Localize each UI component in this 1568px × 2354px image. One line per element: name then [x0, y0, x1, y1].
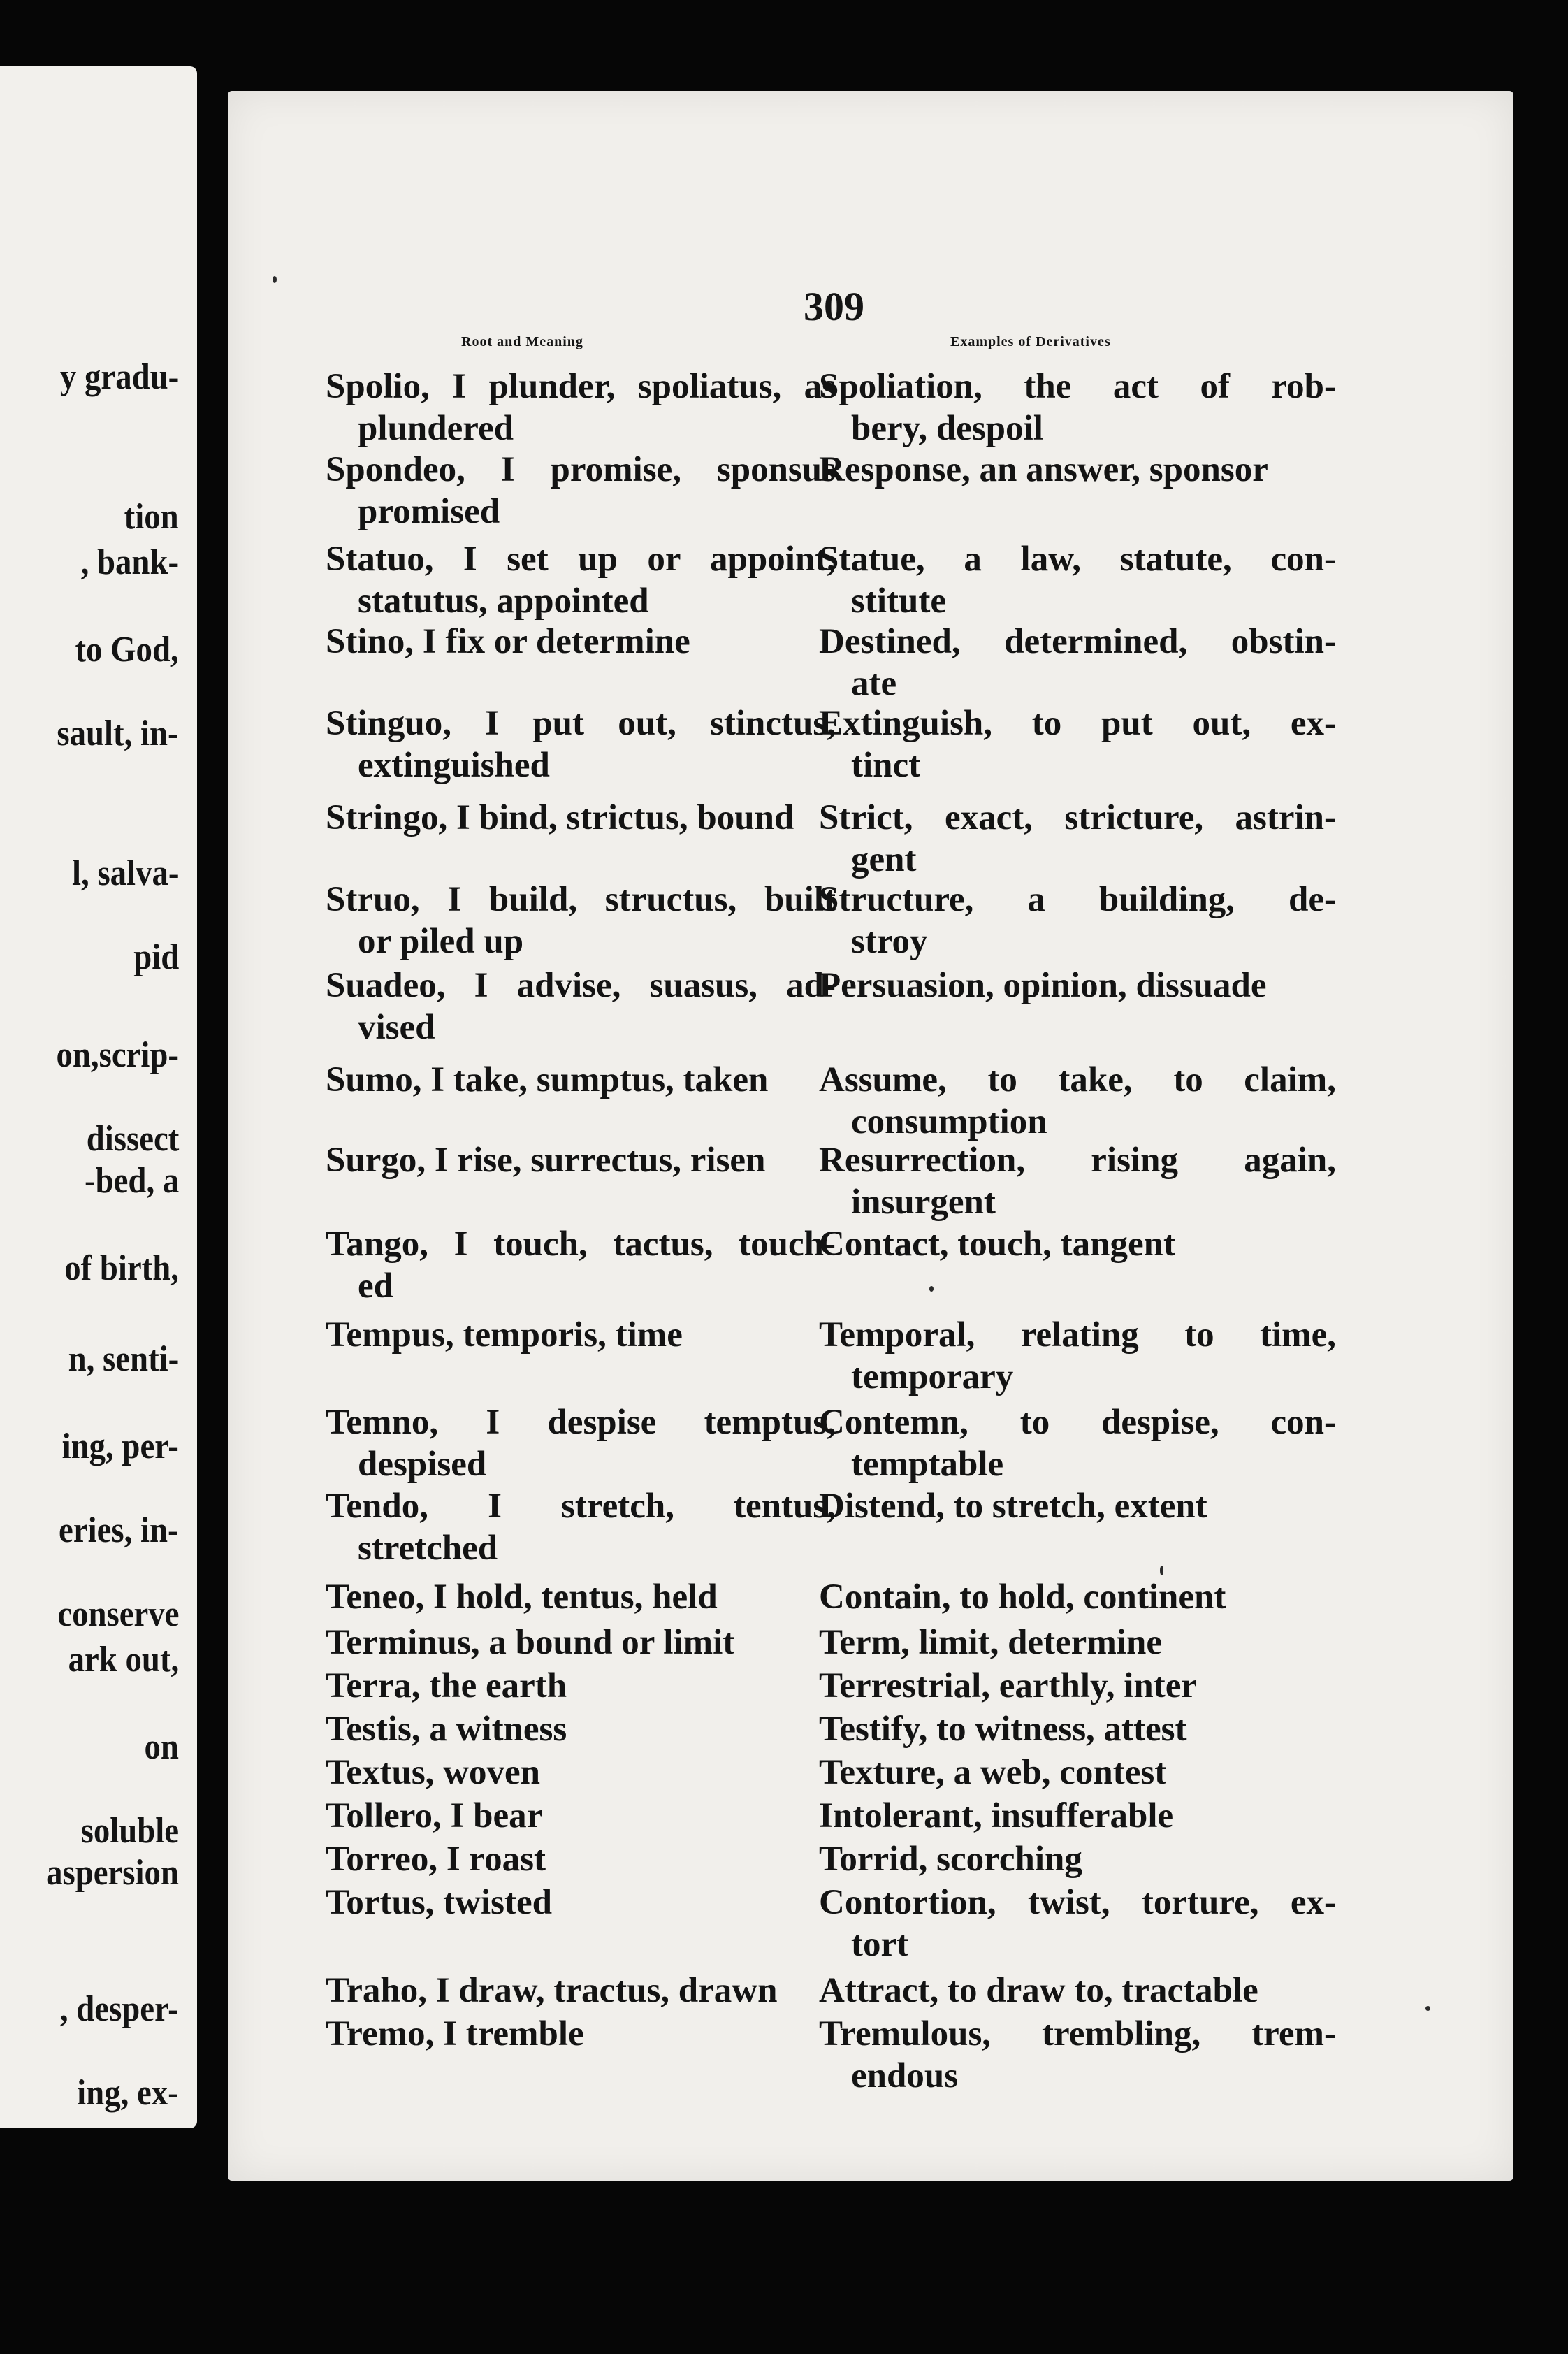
derivative-examples	[819, 1314, 1336, 1398]
deriv-line: Contact, touch, tangent	[819, 1225, 1175, 1264]
prev-line: ing, per-	[61, 1427, 179, 1466]
derivative-examples	[819, 1708, 1336, 1750]
deriv-line: tort	[851, 1925, 909, 1964]
derivative-examples	[819, 1752, 1336, 1793]
deriv-line: Response, an answer, sponsor	[819, 450, 1268, 489]
root-line: Tremo, I tremble	[326, 2014, 584, 2053]
deriv-line: Torrid, scorching	[819, 1840, 1082, 1879]
root-line: Tortus, twisted	[326, 1883, 552, 1922]
deriv-line: stroy	[851, 922, 928, 961]
deriv-line: Extinguish, to put out, ex-	[819, 704, 1336, 743]
prev-line: , desper-	[60, 1989, 179, 2029]
deriv-line: temptable	[851, 1445, 1004, 1484]
prev-line: y gradu-	[59, 357, 179, 397]
root-and-meaning	[326, 1059, 836, 1101]
prev-line: sault, in-	[57, 714, 179, 753]
deriv-line: Structure, a building, de-	[819, 880, 1336, 919]
root-line: vised	[358, 1008, 435, 1047]
root-and-meaning	[326, 797, 836, 839]
root-line: Sumo, I take, sumptus, taken	[326, 1060, 769, 1099]
root-line: statutus, appointed	[358, 582, 649, 621]
prev-line: dissect	[86, 1119, 179, 1159]
prev-line: on	[144, 1727, 179, 1767]
root-and-meaning	[326, 1970, 836, 2012]
prev-line: tion	[124, 497, 179, 537]
root-and-meaning	[326, 449, 836, 533]
deriv-line: Term, limit, determine	[819, 1623, 1162, 1662]
root-line: or piled up	[358, 922, 524, 961]
prev-line: l, salva-	[71, 853, 179, 893]
derivative-examples	[819, 1970, 1336, 2012]
derivative-examples	[819, 797, 1336, 881]
derivative-examples	[819, 449, 1336, 491]
prev-line: on,scrip-	[56, 1035, 179, 1075]
print-speck	[1160, 1566, 1163, 1575]
root-line: Spolio, I plunder, spoliatus, as	[326, 367, 836, 406]
root-and-meaning	[326, 702, 836, 786]
deriv-line: bery, despoil	[851, 409, 1043, 448]
root-line: Struo, I build, structus, built	[326, 880, 836, 919]
root-and-meaning	[326, 1314, 836, 1356]
deriv-line: endous	[851, 2056, 959, 2095]
deriv-line: Attract, to draw to, tractable	[819, 1971, 1258, 2010]
derivative-examples	[819, 2013, 1336, 2097]
root-line: Terra, the earth	[326, 1666, 567, 1705]
deriv-line: Persuasion, opinion, dissuade	[819, 966, 1267, 1005]
deriv-line: Texture, a web, contest	[819, 1753, 1167, 1792]
root-line: Tempus, temporis, time	[326, 1315, 683, 1355]
derivative-examples	[819, 538, 1336, 622]
root-and-meaning	[326, 2013, 836, 2055]
derivative-examples	[819, 1622, 1336, 1663]
prev-line: eries, in-	[59, 1510, 179, 1550]
root-line: despised	[358, 1445, 487, 1484]
root-and-meaning	[326, 1882, 836, 1923]
root-line: promised	[358, 492, 500, 531]
prev-line: conserve	[57, 1594, 179, 1634]
root-line: Testis, a witness	[326, 1710, 567, 1749]
derivative-examples	[819, 1401, 1336, 1485]
root-and-meaning	[326, 1708, 836, 1750]
deriv-line: gent	[851, 840, 917, 879]
derivative-examples	[819, 1485, 1336, 1527]
prev-line: ark out,	[68, 1640, 179, 1680]
root-line: stretched	[358, 1529, 498, 1568]
prev-line: -bed, a	[84, 1161, 179, 1201]
root-and-meaning	[326, 1665, 836, 1707]
deriv-line: Resurrection, rising again,	[819, 1141, 1336, 1180]
deriv-line: Terrestrial, earthly, inter	[819, 1666, 1198, 1705]
root-line: Torreo, I roast	[326, 1840, 546, 1879]
deriv-line: insurgent	[851, 1183, 996, 1222]
deriv-line: Contemn, to despise, con-	[819, 1403, 1336, 1442]
deriv-line: Intolerant, insufferable	[819, 1796, 1174, 1835]
prev-line: , bank-	[80, 542, 179, 582]
root-and-meaning	[326, 965, 836, 1048]
deriv-line: tinct	[851, 746, 921, 785]
root-line: Statuo, I set up or appoint,	[326, 540, 836, 579]
deriv-line: Contortion, twist, torture, ex-	[819, 1883, 1336, 1922]
root-and-meaning	[326, 1401, 836, 1485]
deriv-line: Distend, to stretch, extent	[819, 1487, 1207, 1526]
derivative-examples	[819, 1795, 1336, 1837]
column-header-root: Root and Meaning	[461, 334, 583, 349]
deriv-line: temporary	[851, 1357, 1014, 1396]
root-line: Terminus, a bound or limit	[326, 1623, 735, 1662]
deriv-line: Assume, to take, to claim,	[819, 1060, 1336, 1099]
deriv-line: Destined, determined, obstin-	[819, 622, 1336, 661]
derivative-examples	[819, 366, 1336, 449]
root-line: extinguished	[358, 746, 550, 785]
print-speck	[273, 276, 277, 283]
prev-line: soluble	[80, 1811, 179, 1851]
derivative-examples	[819, 1838, 1336, 1880]
prev-line: n, senti-	[68, 1339, 179, 1379]
derivative-examples	[819, 1576, 1336, 1618]
page-number: 309	[804, 284, 864, 329]
prev-line: pid	[133, 937, 179, 977]
root-line: Teneo, I hold, tentus, held	[326, 1577, 718, 1617]
root-line: ed	[358, 1266, 393, 1306]
prev-line: to God,	[75, 630, 179, 670]
prev-line: of birth,	[64, 1248, 179, 1288]
root-line: plundered	[358, 409, 514, 448]
root-and-meaning	[326, 621, 836, 663]
root-and-meaning	[326, 1752, 836, 1793]
root-line: Stinguo, I put out, stinctus,	[326, 704, 836, 743]
root-and-meaning	[326, 879, 836, 962]
deriv-line: stitute	[851, 582, 946, 621]
root-line: Spondeo, I promise, sponsus	[326, 450, 836, 489]
prev-line: ing, ex-	[77, 2073, 179, 2113]
derivative-examples	[819, 879, 1336, 962]
derivative-examples	[819, 1223, 1336, 1265]
deriv-line: Contain, to hold, continent	[819, 1577, 1226, 1617]
root-line: Suadeo, I advise, suasus, ad-	[326, 966, 836, 1005]
deriv-line: consumption	[851, 1102, 1047, 1141]
deriv-line: Tremulous, trembling, trem-	[819, 2014, 1336, 2053]
deriv-line: Statue, a law, statute, con-	[819, 540, 1336, 579]
root-line: Textus, woven	[326, 1753, 540, 1792]
deriv-line: Temporal, relating to time,	[819, 1315, 1336, 1355]
prev-line: aspersion	[46, 1853, 179, 1893]
derivative-examples	[819, 1059, 1336, 1143]
root-and-meaning	[326, 366, 836, 449]
root-and-meaning	[326, 1576, 836, 1618]
root-and-meaning	[326, 1622, 836, 1663]
root-line: Stringo, I bind, strictus, bound	[326, 798, 794, 837]
root-line: Traho, I draw, tractus, drawn	[326, 1971, 778, 2010]
print-speck	[1425, 2006, 1430, 2011]
root-and-meaning	[326, 538, 836, 622]
deriv-line: Spoliation, the act of rob-	[819, 367, 1336, 406]
print-speck	[929, 1286, 934, 1292]
deriv-line: Testify, to witness, attest	[819, 1710, 1187, 1749]
derivative-examples	[819, 1882, 1336, 1965]
derivative-examples	[819, 965, 1336, 1006]
derivative-examples	[819, 621, 1336, 705]
root-and-meaning	[326, 1139, 836, 1181]
root-and-meaning	[326, 1223, 836, 1307]
root-line: Tollero, I bear	[326, 1796, 543, 1835]
root-and-meaning	[326, 1485, 836, 1569]
previous-page-fragment	[0, 66, 197, 2128]
root-line: Stino, I fix or determine	[326, 622, 690, 661]
root-line: Temno, I despise temptus,	[326, 1403, 836, 1442]
derivative-examples	[819, 1665, 1336, 1707]
root-line: Tendo, I stretch, tentus,	[326, 1487, 836, 1526]
derivative-examples	[819, 702, 1336, 786]
column-header-derivatives: Examples of Derivatives	[950, 334, 1111, 349]
derivative-examples	[819, 1139, 1336, 1223]
root-line: Surgo, I rise, surrectus, risen	[326, 1141, 766, 1180]
root-and-meaning	[326, 1838, 836, 1880]
root-and-meaning	[326, 1795, 836, 1837]
root-line: Tango, I touch, tactus, touch-	[326, 1225, 836, 1264]
deriv-line: Strict, exact, stricture, astrin-	[819, 798, 1336, 837]
deriv-line: ate	[851, 664, 897, 703]
